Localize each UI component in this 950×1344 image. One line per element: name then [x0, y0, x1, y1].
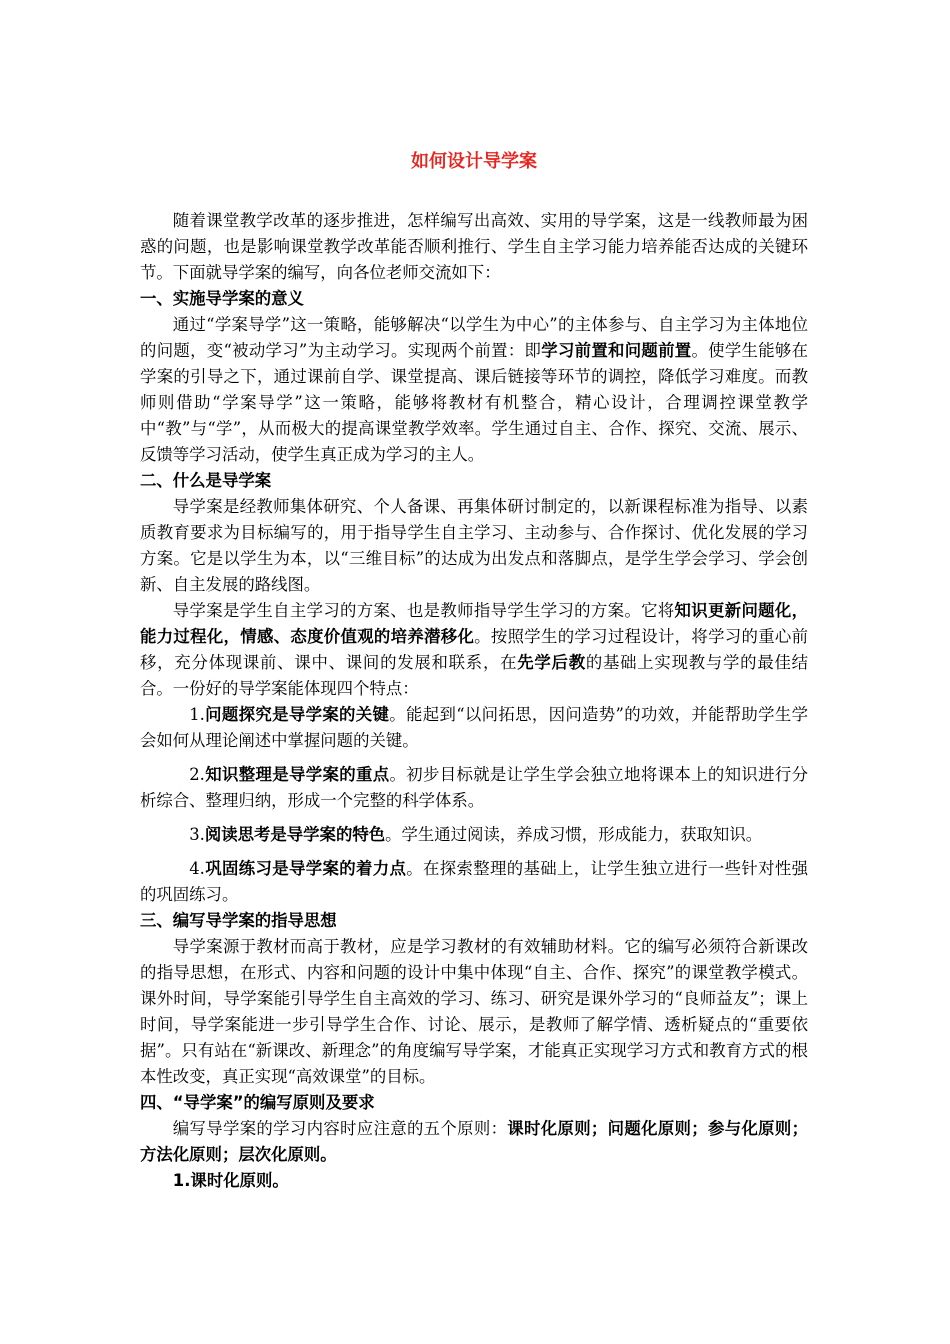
feature-item-1 [140, 702, 808, 754]
section-2-text-b: 。按照学生的学习过程设计，将学习的重心前移，充分体现课前、课中、课间的发展和联系，在 [140, 627, 809, 672]
section-4-heading: 四、“导学案”的编写原则及要求 [140, 1093, 375, 1112]
section-2-text-c: 的基础上实现教与学的最佳结合。一份好的导学案能体现四个特点： [140, 653, 809, 698]
section-4-sub-heading: 1.课时化原则。 [172, 1171, 289, 1190]
feature-item-4 [140, 856, 808, 908]
feature-item-3-bold: 阅读思考是导学案的特色 [204, 825, 386, 844]
section-4-text-a: 编写导学案的学习内容时应注意的五个原则： [172, 1119, 508, 1138]
feature-item-4-bold: 巩固练习是导学案的着力点 [204, 859, 407, 878]
section-2-bold-b: 先学后教 [517, 653, 586, 672]
feature-item-3-text: 。学生通过阅读，养成习惯，形成能力，获取知识。 [385, 825, 763, 844]
section-1-text-a: 通过“学案导学”这一策略，能够解决“以学生为中心”的主体参与、自主学习为主体地位的问题，变“被动学习”为主动学习。实现两个前置：即 [140, 315, 808, 360]
feature-item-1-text: 。能起到“以问拓思，因问造势”的功效，并能帮助学生学会如何从理论阐述中掌握问题的关键。 [140, 705, 809, 750]
feature-item-4-text: 。在探索整理的基础上，让学生独立进行一些针对性强的巩固练习。 [140, 859, 808, 904]
feature-item-2 [140, 762, 808, 814]
feature-item-4-num: 4. [189, 859, 205, 878]
section-1-heading: 一、实施导学案的意义 [140, 289, 304, 308]
feature-item-1-bold: 问题探究是导学案的关键 [204, 705, 390, 724]
section-1-bold-a: 学习前置和问题前置 [541, 341, 692, 360]
section-2-bold-a: 知识更新问题化，能力过程化，情感、态度价值观的培养潜移化 [140, 601, 809, 646]
feature-item-2-text: 。初步目标就是让学生学会独立地将课本上的知识进行分析综合、整理归纳，形成一个完整的科学体系。 [140, 765, 809, 810]
section-2-heading: 二、什么是导学案 [140, 471, 272, 490]
document-title: 如何设计导学案 [411, 151, 537, 172]
section-1-paragraph [140, 312, 808, 468]
document-page [140, 150, 808, 1194]
feature-item-1-num: 1. [189, 705, 205, 724]
section-3-paragraph: 导学案源于教材而高于教材，应是学习教材的有效辅助材料。它的编写必须符合新课改的指导思想，在形式、内容和问题的设计中集中体现“自主、合作、探究”的课堂教学模式。课外时间，导学案能引导学生自主高效的学习、练习、研究是课外学习的“良师益友”；课上时间，导学案能进一步引导学生合作、讨论、展示，是教师了解学情、透析疑点的“重要依据”。只有站在“新课改、新理念”的角度编写导学案，才能真正实现学习方式和教育方式的根本性改变，真正实现“高效课堂”的目标。 [140, 937, 808, 1086]
section-2-text-a: 导学案是学生自主学习的方案、也是教师指导学生学习的方案。它将 [172, 601, 675, 620]
feature-item-3 [140, 822, 808, 848]
intro-paragraph: 随着课堂教学改革的逐步推进，怎样编写出高效、实用的导学案，这是一线教师最为困惑的问题，也是影响课堂教学改革能否顺利推行、学生自主学习能力培养能否达成的关键环节。下面就导学案的编写，向各位老师交流如下： [140, 211, 808, 282]
section-4-paragraph [140, 1116, 808, 1168]
section-1-text-b: 。使学生能够在学案的引导之下，通过课前自学、课堂提高、课后链接等环节的调控，降低学习难度。而教师则借助“学案导学”这一策略，能够将教材有机整合，精心设计，合理调控课堂教学中“教”与“学”，从而极大的提高课堂教学效率。学生通过自主、合作、探究、交流、展示、反馈等学习活动，使学生真正成为学习的主人。 [140, 341, 809, 464]
section-2-paragraph-1: 导学案是经教师集体研究、个人备课、再集体研讨制定的，以新课程标准为指导、以素质教育要求为目标编写的，用于指导学生自主学习、主动参与、合作探讨、优化发展的学习方案。它是以学生为本，以“三维目标”的达成为出发点和落脚点，是学生学会学习、学会创新、自主发展的路线图。 [140, 497, 808, 594]
feature-item-3-num: 3. [189, 825, 205, 844]
section-4-bold-a: 课时化原则；问题化原则；参与化原则；方法化原则；层次化原则。 [140, 1119, 809, 1164]
section-2-paragraph-2 [140, 598, 808, 702]
feature-item-2-bold: 知识整理是导学案的重点 [204, 765, 390, 784]
section-3-heading: 三、编写导学案的指导思想 [140, 911, 337, 930]
feature-item-2-num: 2. [189, 765, 205, 784]
